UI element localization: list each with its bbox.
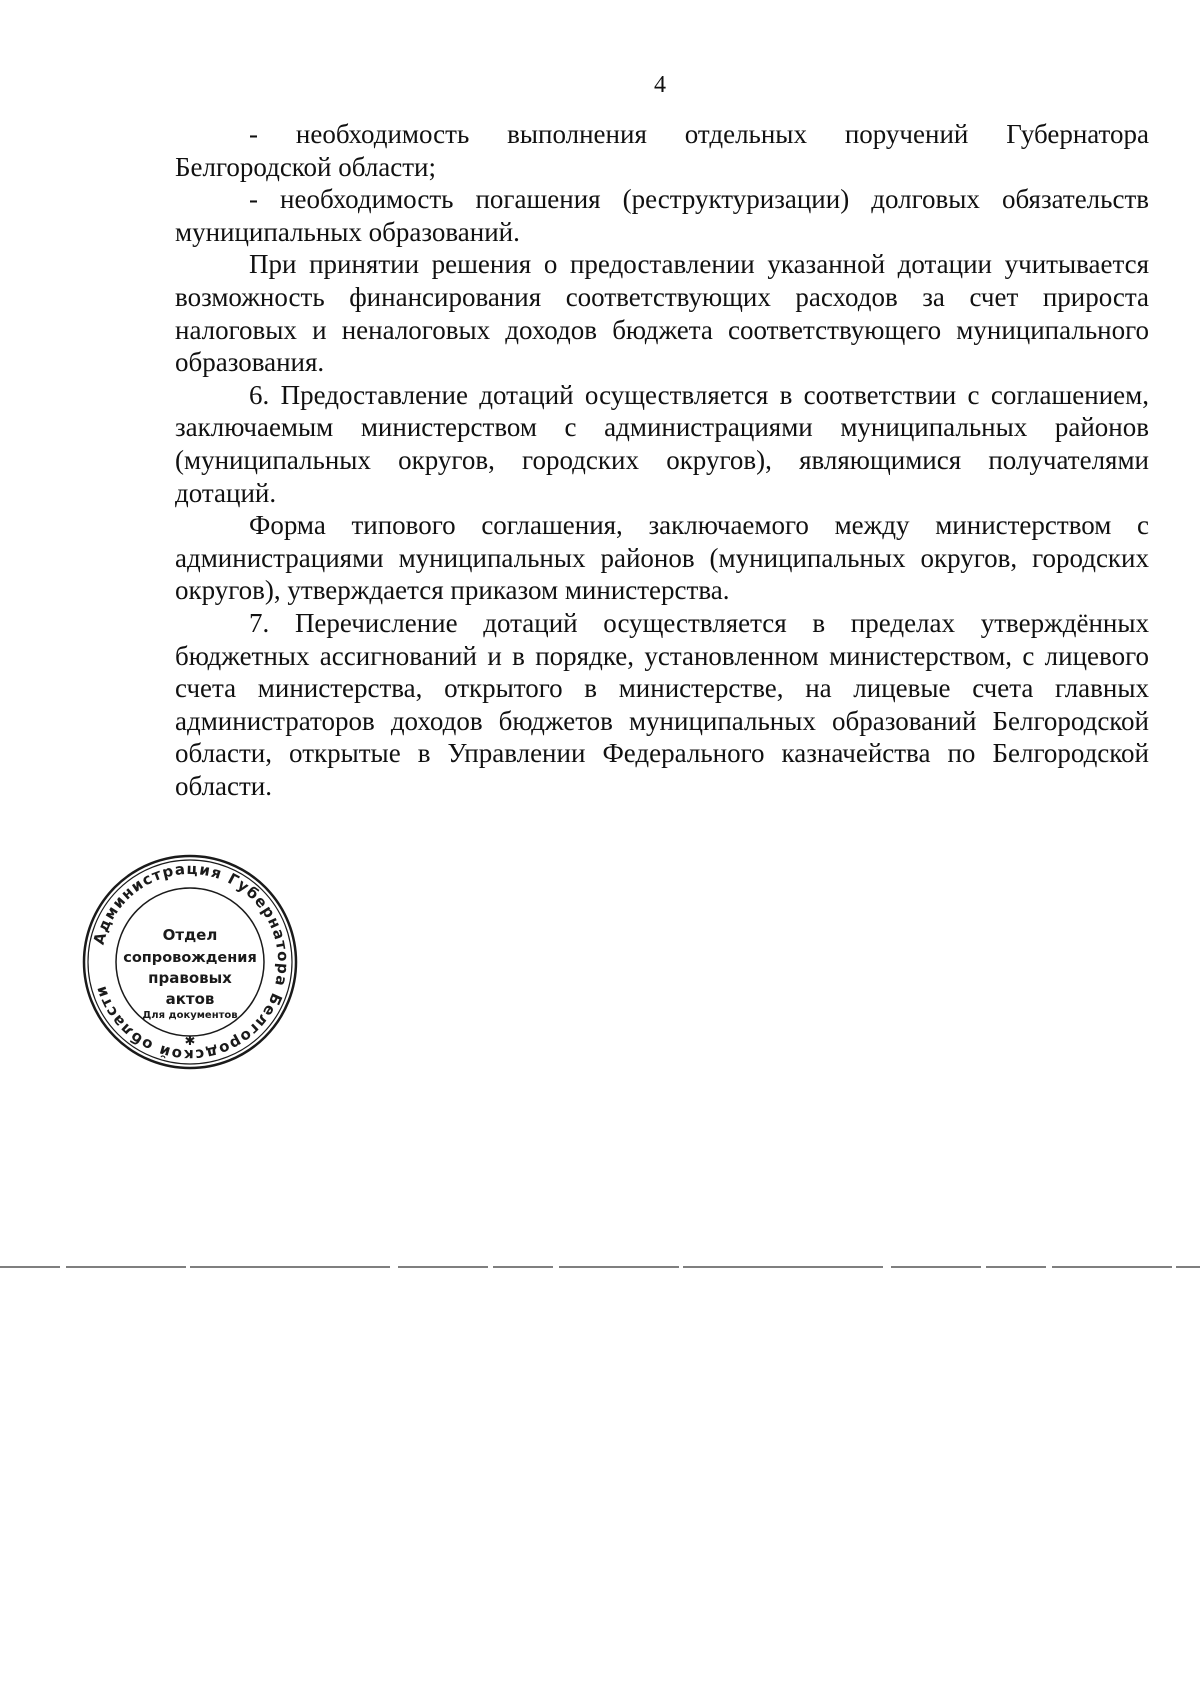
stamp-seal <box>80 852 300 1072</box>
scan-artifact-line <box>0 1266 1200 1268</box>
stamp-line: Отдел <box>162 926 218 944</box>
paragraph: При принятии решения о предоставлении указанной дотации учитывается возможность финансирования соответствующих расходов за счет прироста налоговых и неналоговых доходов бюджета соответствующего муниципального образования. <box>175 249 1149 378</box>
paragraph: 7. Перечисление дотаций осуществляется в пределах утверждённых бюджетных ассигнований и в порядке, установленном министерством, с лицевого счета министерства, открытого в министерстве, на лицевые счета главных администраторов доходов бюджетов муниципальных образований Белгородской области, открытые в Управлении Федерального казначейства по Белгородской области. <box>175 607 1149 801</box>
paragraph: - необходимость погашения (реструктуризации) долговых обязательств муниципальных образований. <box>175 184 1149 247</box>
stamp-line: правовых <box>148 969 232 987</box>
stamp-line: сопровождения <box>123 950 257 966</box>
stamp-line: актов <box>165 990 215 1008</box>
document-body <box>175 118 1149 802</box>
stamp-star-icon: ✱ <box>184 1034 196 1049</box>
official-stamp <box>80 852 300 1072</box>
paragraph: - необходимость выполнения отдельных поручений Губернатора Белгородской области; <box>175 119 1149 182</box>
stamp-bottom-text: Для документов <box>142 1010 238 1021</box>
paragraph: 6. Предоставление дотаций осуществляется в соответствии с соглашением, заключаемым министерством с администрациями муниципальных районов (муниципальных округов, городских округов), являющимися получателями дотаций. <box>175 379 1149 508</box>
stamp-ring-text: Администрация Губернатора Белгородской области <box>89 859 293 1065</box>
page-number: 4 <box>654 72 666 98</box>
paragraph: Форма типового соглашения, заключаемого между министерством с администрациями муниципальных районов (муниципальных округов, городских округов), утверждается приказом министерства. <box>175 510 1149 606</box>
